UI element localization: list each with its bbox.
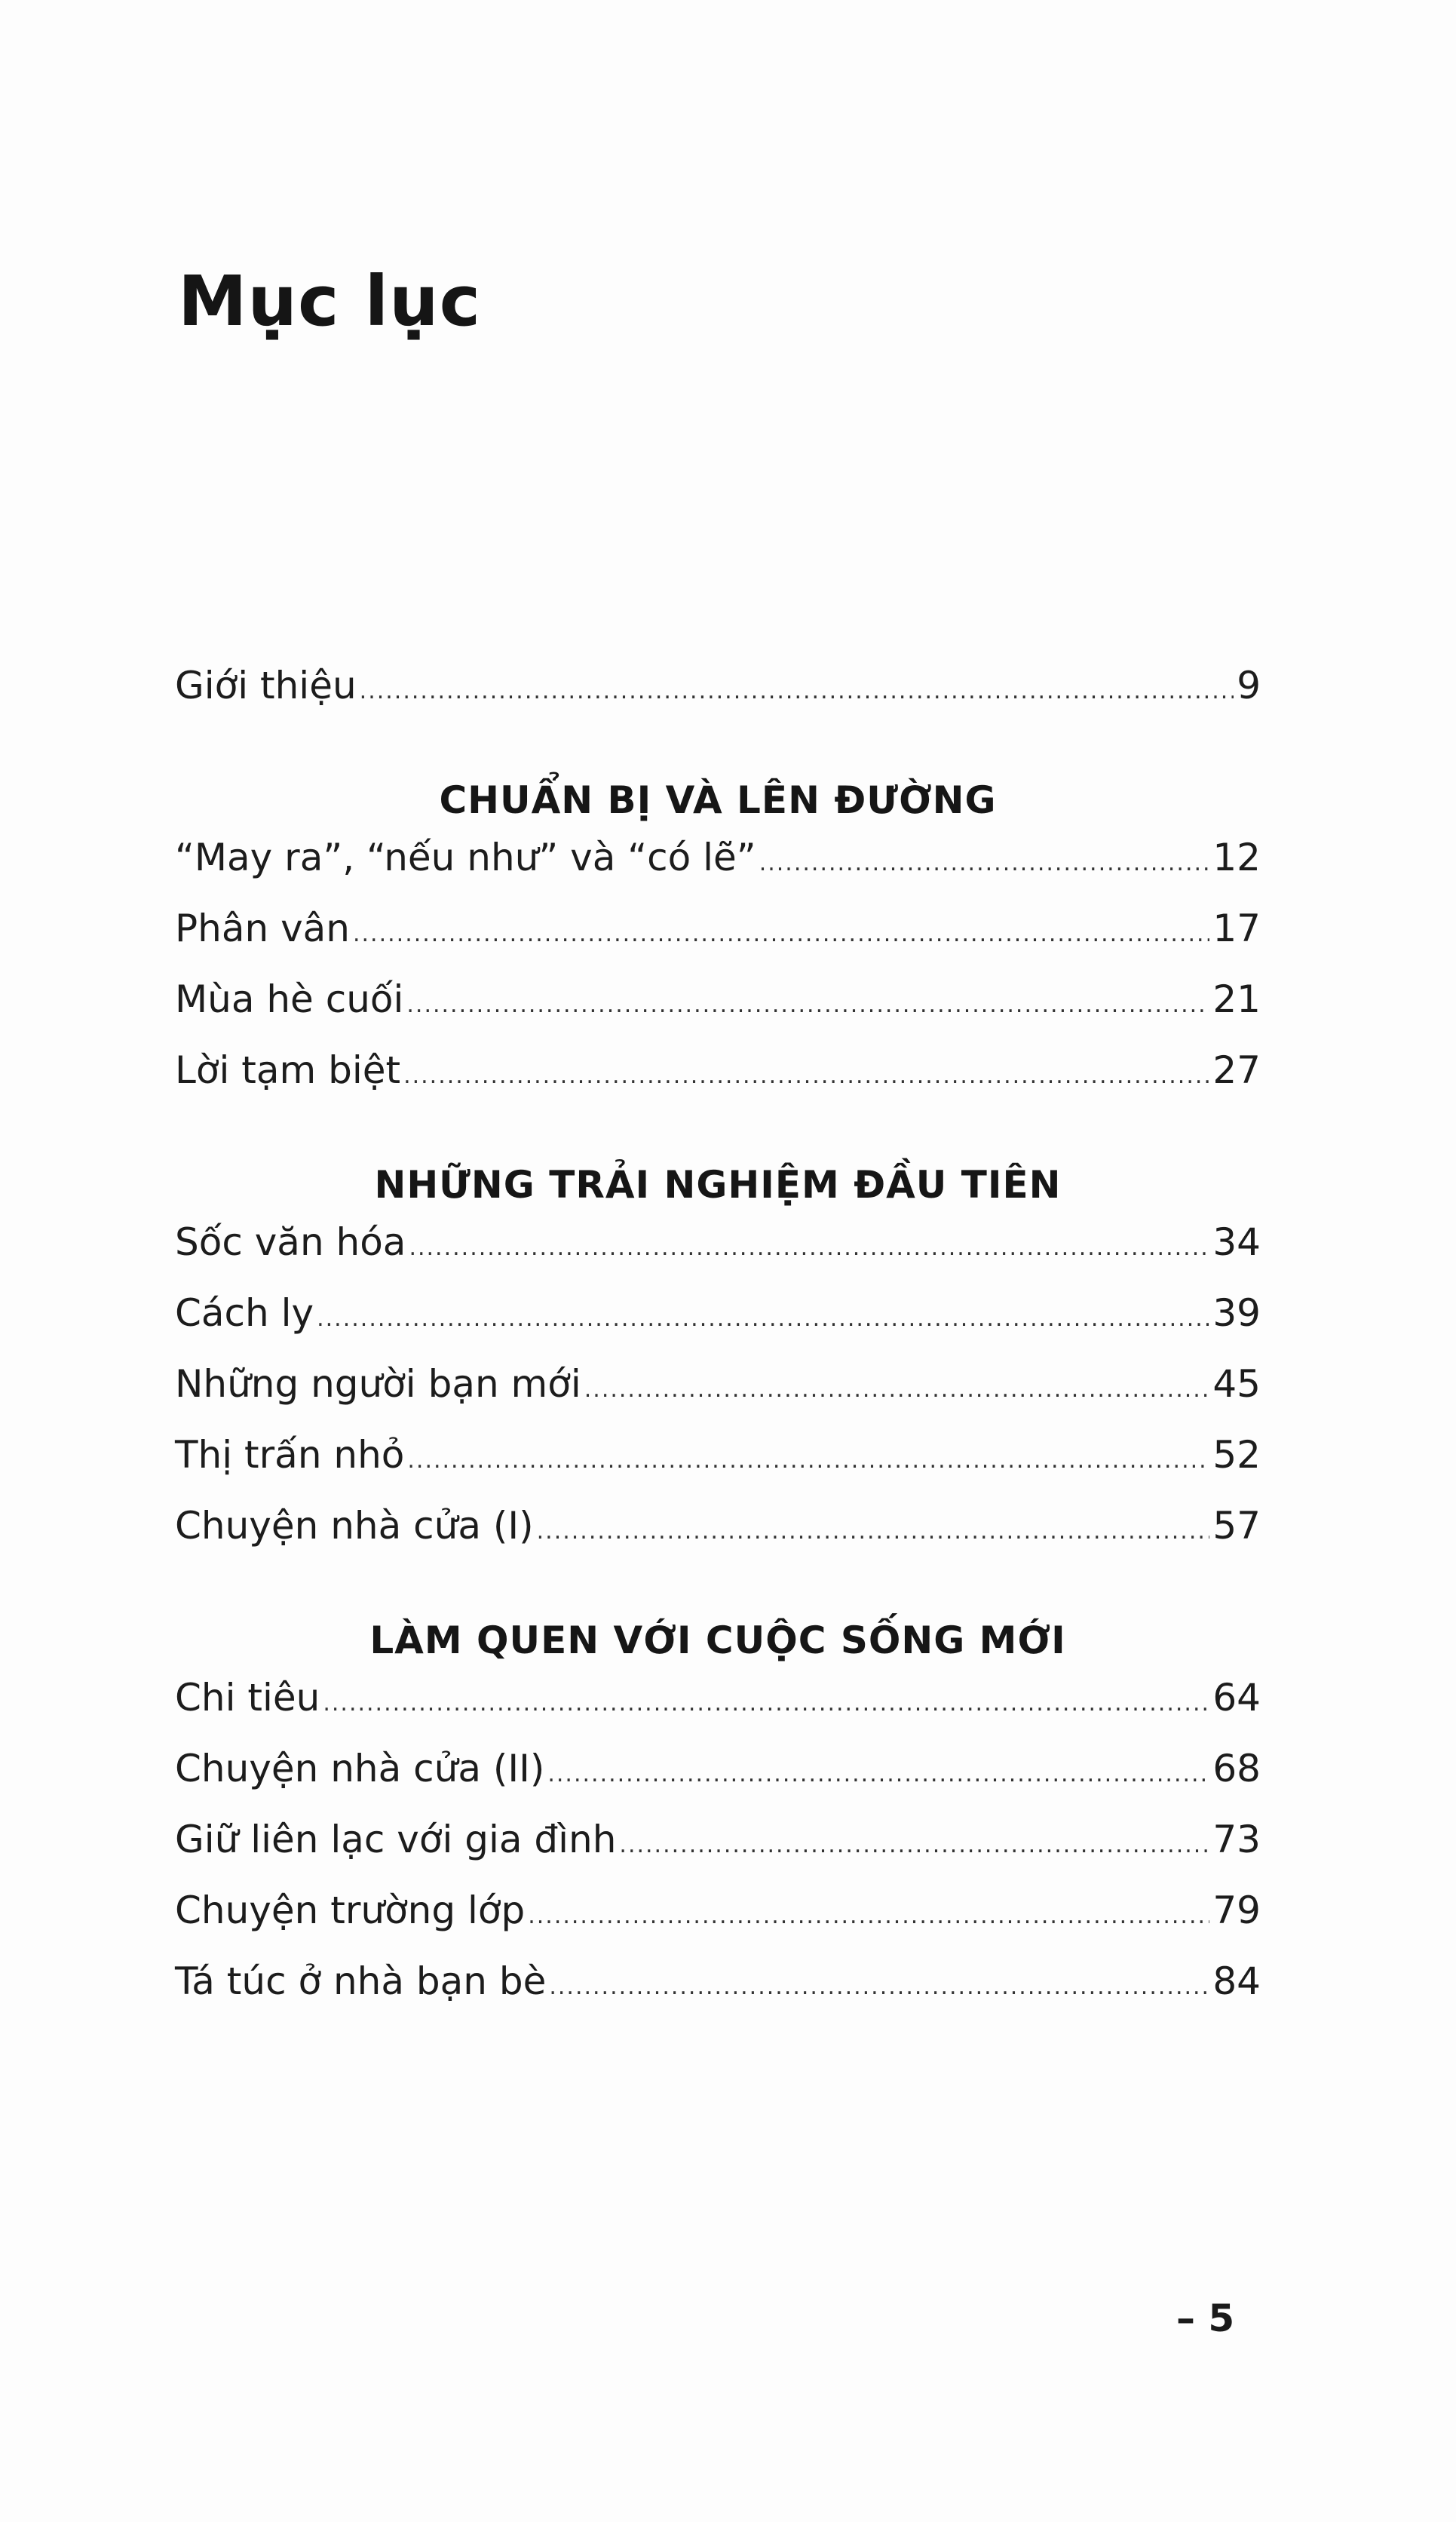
leader-dots <box>407 1447 1209 1474</box>
toc-entry <box>175 1220 1261 1291</box>
toc-entry <box>175 1747 1261 1818</box>
toc-entry <box>175 1362 1261 1433</box>
table-of-contents <box>175 664 1261 2030</box>
toc-entry-intro <box>175 664 1261 735</box>
leader-dots <box>619 1832 1209 1858</box>
leader-dots <box>759 850 1210 876</box>
toc-entry-page: 27 <box>1212 1048 1261 1092</box>
page-title: Mục lục <box>178 261 482 342</box>
toc-entry-label: “May ra”, “nếu như” và “có lẽ” <box>175 836 756 879</box>
toc-entry-label: Chuyện trường lớp <box>175 1888 526 1932</box>
leader-dots <box>409 1235 1209 1261</box>
toc-entry-label: Sốc văn hóa <box>175 1220 406 1264</box>
toc-entry <box>175 907 1261 977</box>
toc-entry-label: Giữ liên lạc với gia đình <box>175 1818 617 1861</box>
leader-dots <box>323 1690 1209 1717</box>
toc-entry-page: 84 <box>1212 1959 1261 2003</box>
toc-entry-page: 45 <box>1212 1362 1261 1406</box>
toc-entry <box>175 1818 1261 1888</box>
leader-dots <box>317 1305 1209 1332</box>
leader-dots <box>549 1974 1209 2000</box>
toc-entry-label: Những người bạn mới <box>175 1362 581 1406</box>
page-number: – 5 <box>1176 2296 1235 2340</box>
toc-entry-label: Lời tạm biệt <box>175 1048 401 1092</box>
toc-entry-page: 79 <box>1212 1888 1261 1932</box>
toc-entry-page: 57 <box>1212 1504 1261 1548</box>
section-heading: NHỮNG TRẢI NGHIỆM ĐẦU TIÊN <box>374 1163 1062 1207</box>
toc-entry <box>175 1888 1261 1959</box>
toc-entry-page: 34 <box>1212 1220 1261 1264</box>
toc-entry <box>175 1504 1261 1575</box>
toc-entry-page: 9 <box>1237 664 1261 707</box>
toc-entry <box>175 1959 1261 2030</box>
toc-entry-label: Tá túc ở nhà bạn bè <box>175 1959 547 2003</box>
toc-entry-label: Chuyện nhà cửa (I) <box>175 1504 534 1548</box>
leader-dots <box>547 1761 1209 1787</box>
toc-entry-page: 39 <box>1212 1291 1261 1335</box>
toc-entry-label: Cách ly <box>175 1291 314 1335</box>
leader-dots <box>528 1903 1209 1929</box>
toc-entry-page: 12 <box>1212 836 1261 879</box>
toc-entry <box>175 1676 1261 1747</box>
toc-entry-label: Thị trấn nhỏ <box>175 1433 405 1477</box>
toc-entry <box>175 836 1261 907</box>
toc-entry-page: 73 <box>1212 1818 1261 1861</box>
leader-dots <box>584 1376 1210 1403</box>
leader-dots <box>406 992 1209 1018</box>
leader-dots <box>353 921 1209 947</box>
toc-entry-label: Giới thiệu <box>175 664 357 707</box>
leader-dots <box>360 678 1234 704</box>
section-heading: LÀM QUEN VỚI CUỘC SỐNG MỚI <box>369 1618 1066 1662</box>
toc-entry-page: 52 <box>1212 1433 1261 1477</box>
toc-entry <box>175 1048 1261 1119</box>
toc-entry-page: 21 <box>1212 977 1261 1021</box>
toc-entry <box>175 1291 1261 1362</box>
toc-entry-page: 68 <box>1212 1747 1261 1790</box>
toc-entry-label: Mùa hè cuối <box>175 977 404 1021</box>
toc-entry-label: Chuyện nhà cửa (II) <box>175 1747 545 1790</box>
toc-entry <box>175 1433 1261 1504</box>
toc-entry-page: 17 <box>1212 907 1261 950</box>
section-heading: CHUẨN BỊ VÀ LÊN ĐƯỜNG <box>439 778 997 822</box>
toc-entry-label: Phân vân <box>175 907 350 950</box>
leader-dots <box>403 1063 1209 1089</box>
leader-dots <box>537 1518 1210 1545</box>
toc-entry <box>175 977 1261 1048</box>
toc-entry-page: 64 <box>1212 1676 1261 1720</box>
toc-entry-label: Chi tiêu <box>175 1676 320 1720</box>
